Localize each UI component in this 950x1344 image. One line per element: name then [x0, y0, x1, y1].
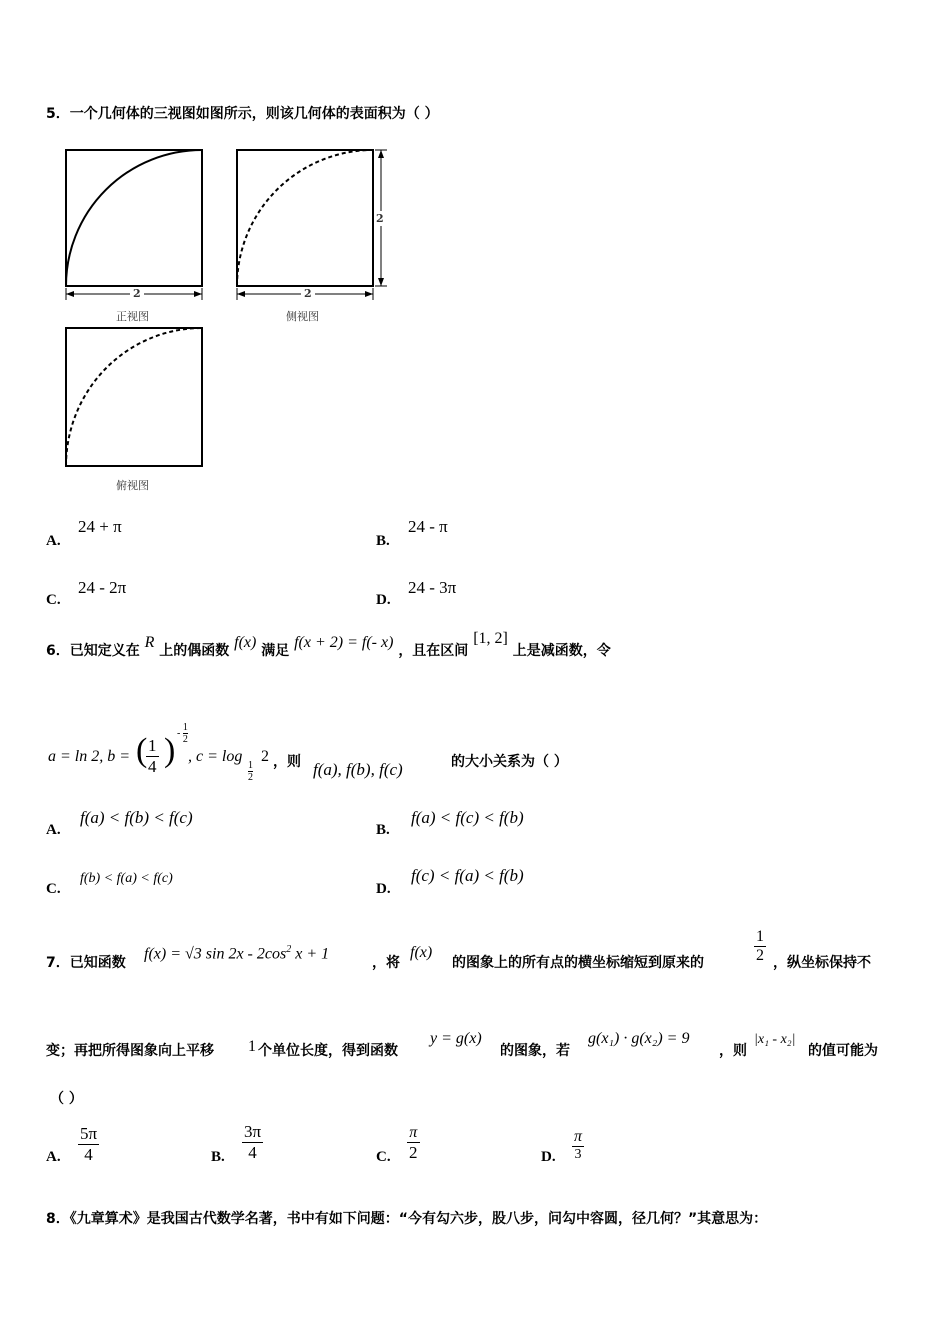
q7-absdiff: |x₁ - x₂| [754, 1032, 796, 1047]
q6-line1 [46, 630, 611, 660]
q5-option-a-label: A. [46, 533, 61, 549]
q7-half: $\frac{1}{2}$ [756, 928, 764, 964]
side-view-figure [231, 145, 391, 305]
q6-option-c-label: C. [46, 881, 61, 897]
q6-b-frac-num: 1 [148, 736, 157, 755]
q7-option-c-label: C. [376, 1149, 391, 1165]
q7-gx: y = g(x) [430, 1030, 482, 1047]
q5-option-c-value: 24 - 2π [78, 578, 127, 597]
q5-option-d-value: 24 - 3π [408, 578, 457, 597]
q6-ze: ，则 [273, 754, 301, 770]
q7-option-d-label: D. [541, 1149, 556, 1165]
q6-fvals: f(a), f(b), f(c) [313, 760, 403, 779]
side-dim-label-right: 2 [376, 212, 384, 225]
q5-option-d-label: D. [376, 592, 391, 608]
q7-option-c-value: $\frac{\pi}{2}$ [409, 1124, 418, 1162]
q6-text-4: ，且在区间 [398, 643, 469, 659]
q6-option-d-value: f(c) < f(a) < f(b) [411, 866, 524, 885]
q5-option-b-label: B. [376, 533, 390, 549]
q7-p2: ，将 [372, 955, 400, 971]
q7-l2-e: 的值可能为 [808, 1043, 878, 1059]
q6-log-base: 1 2 [248, 760, 253, 783]
q7-l2-a: 变；再把所得图象向上平移 [46, 1043, 214, 1059]
q6-c-def: , c = log [188, 748, 243, 765]
q6-b-exp: - $\frac{1}{2}$ [177, 722, 188, 745]
q7-one: 1 [248, 1038, 256, 1055]
q6-text-5: 上是减函数，令 [512, 643, 611, 659]
q6-option-b-label: B. [376, 822, 390, 838]
q7-option-a-value: $\frac{5\pi}{4}$ [80, 1124, 98, 1164]
q5-option-c-label: C. [46, 592, 61, 608]
q6-fx: f(x) [234, 634, 257, 651]
q7-option-b-label: B. [211, 1149, 225, 1165]
q6-b-frac-den: 4 [148, 757, 157, 776]
q7-l2-b: 个单位长度，得到函数 [258, 1043, 398, 1059]
q6-option-a-label: A. [46, 822, 61, 838]
q6-log-arg: 2 [261, 748, 269, 765]
q6-ask: 的大小关系为（ ） [451, 754, 568, 770]
q7-p3: 的图象上的所有点的横坐标缩短到原来的 [452, 955, 704, 971]
q7-paren: （ ） [50, 1091, 83, 1107]
side-dim-label-bottom: 2 [301, 287, 315, 300]
q6-text-2: 上的偶函数 [159, 643, 230, 659]
front-dim-label: 2 [130, 287, 144, 300]
q6-interval: [1, 2] [473, 630, 508, 647]
top-view-figure [60, 323, 210, 473]
q6-condition: f(x + 2) = f(- x) [294, 634, 394, 651]
q7-option-b-value: $\frac{3\pi}{4}$ [244, 1122, 262, 1162]
front-view-caption: 正视图 [116, 310, 149, 323]
q6-option-d-label: D. [376, 881, 391, 897]
q5-stem: 5．一个几何体的三视图如图所示，则该几何体的表面积为（ ） [46, 106, 439, 122]
q7-fx: f(x) [410, 944, 433, 961]
q7-l2-c: 的图象，若 [500, 1043, 570, 1059]
q6-option-c-value: f(b) < f(a) < f(c) [80, 871, 173, 886]
q6-option-a-value: f(a) < f(b) < f(c) [80, 808, 193, 827]
q6-text-3: 满足 [261, 643, 290, 659]
q7-p1: 7．已知函数 [46, 955, 126, 971]
q5-option-a-value: 24 + π [78, 517, 122, 536]
q6-a-def: a = ln 2, b = [48, 748, 131, 765]
q6-option-b-value: f(a) < f(c) < f(b) [411, 808, 524, 827]
q7-func: f(x) = √3 $\sin 2x - 2\cos^2$ x + 1 [144, 944, 330, 963]
q6-R: R [144, 634, 155, 651]
q5-option-b-value: 24 - π [408, 517, 448, 536]
q7-option-d-value: $\frac{\pi}{3}$ [574, 1128, 583, 1162]
side-view-caption: 侧视图 [286, 310, 319, 323]
top-view-caption: 俯视图 [116, 479, 149, 492]
q7-option-a-label: A. [46, 1149, 61, 1165]
q8-stem: 8．《九章算术》是我国古代数学名著，书中有如下问题：“今有勾六步，股八步，问勾中容圆，径几何？”其意思为： [46, 1211, 768, 1227]
q7-l2-d: ，则 [719, 1043, 747, 1059]
q6-text-1: 6．已知定义在 [46, 643, 140, 659]
front-view-figure [60, 145, 210, 305]
q7-prod: g(x₁) · g(x₂) = 9 [588, 1030, 690, 1047]
q7-p4: ，纵坐标保持不 [773, 955, 871, 971]
